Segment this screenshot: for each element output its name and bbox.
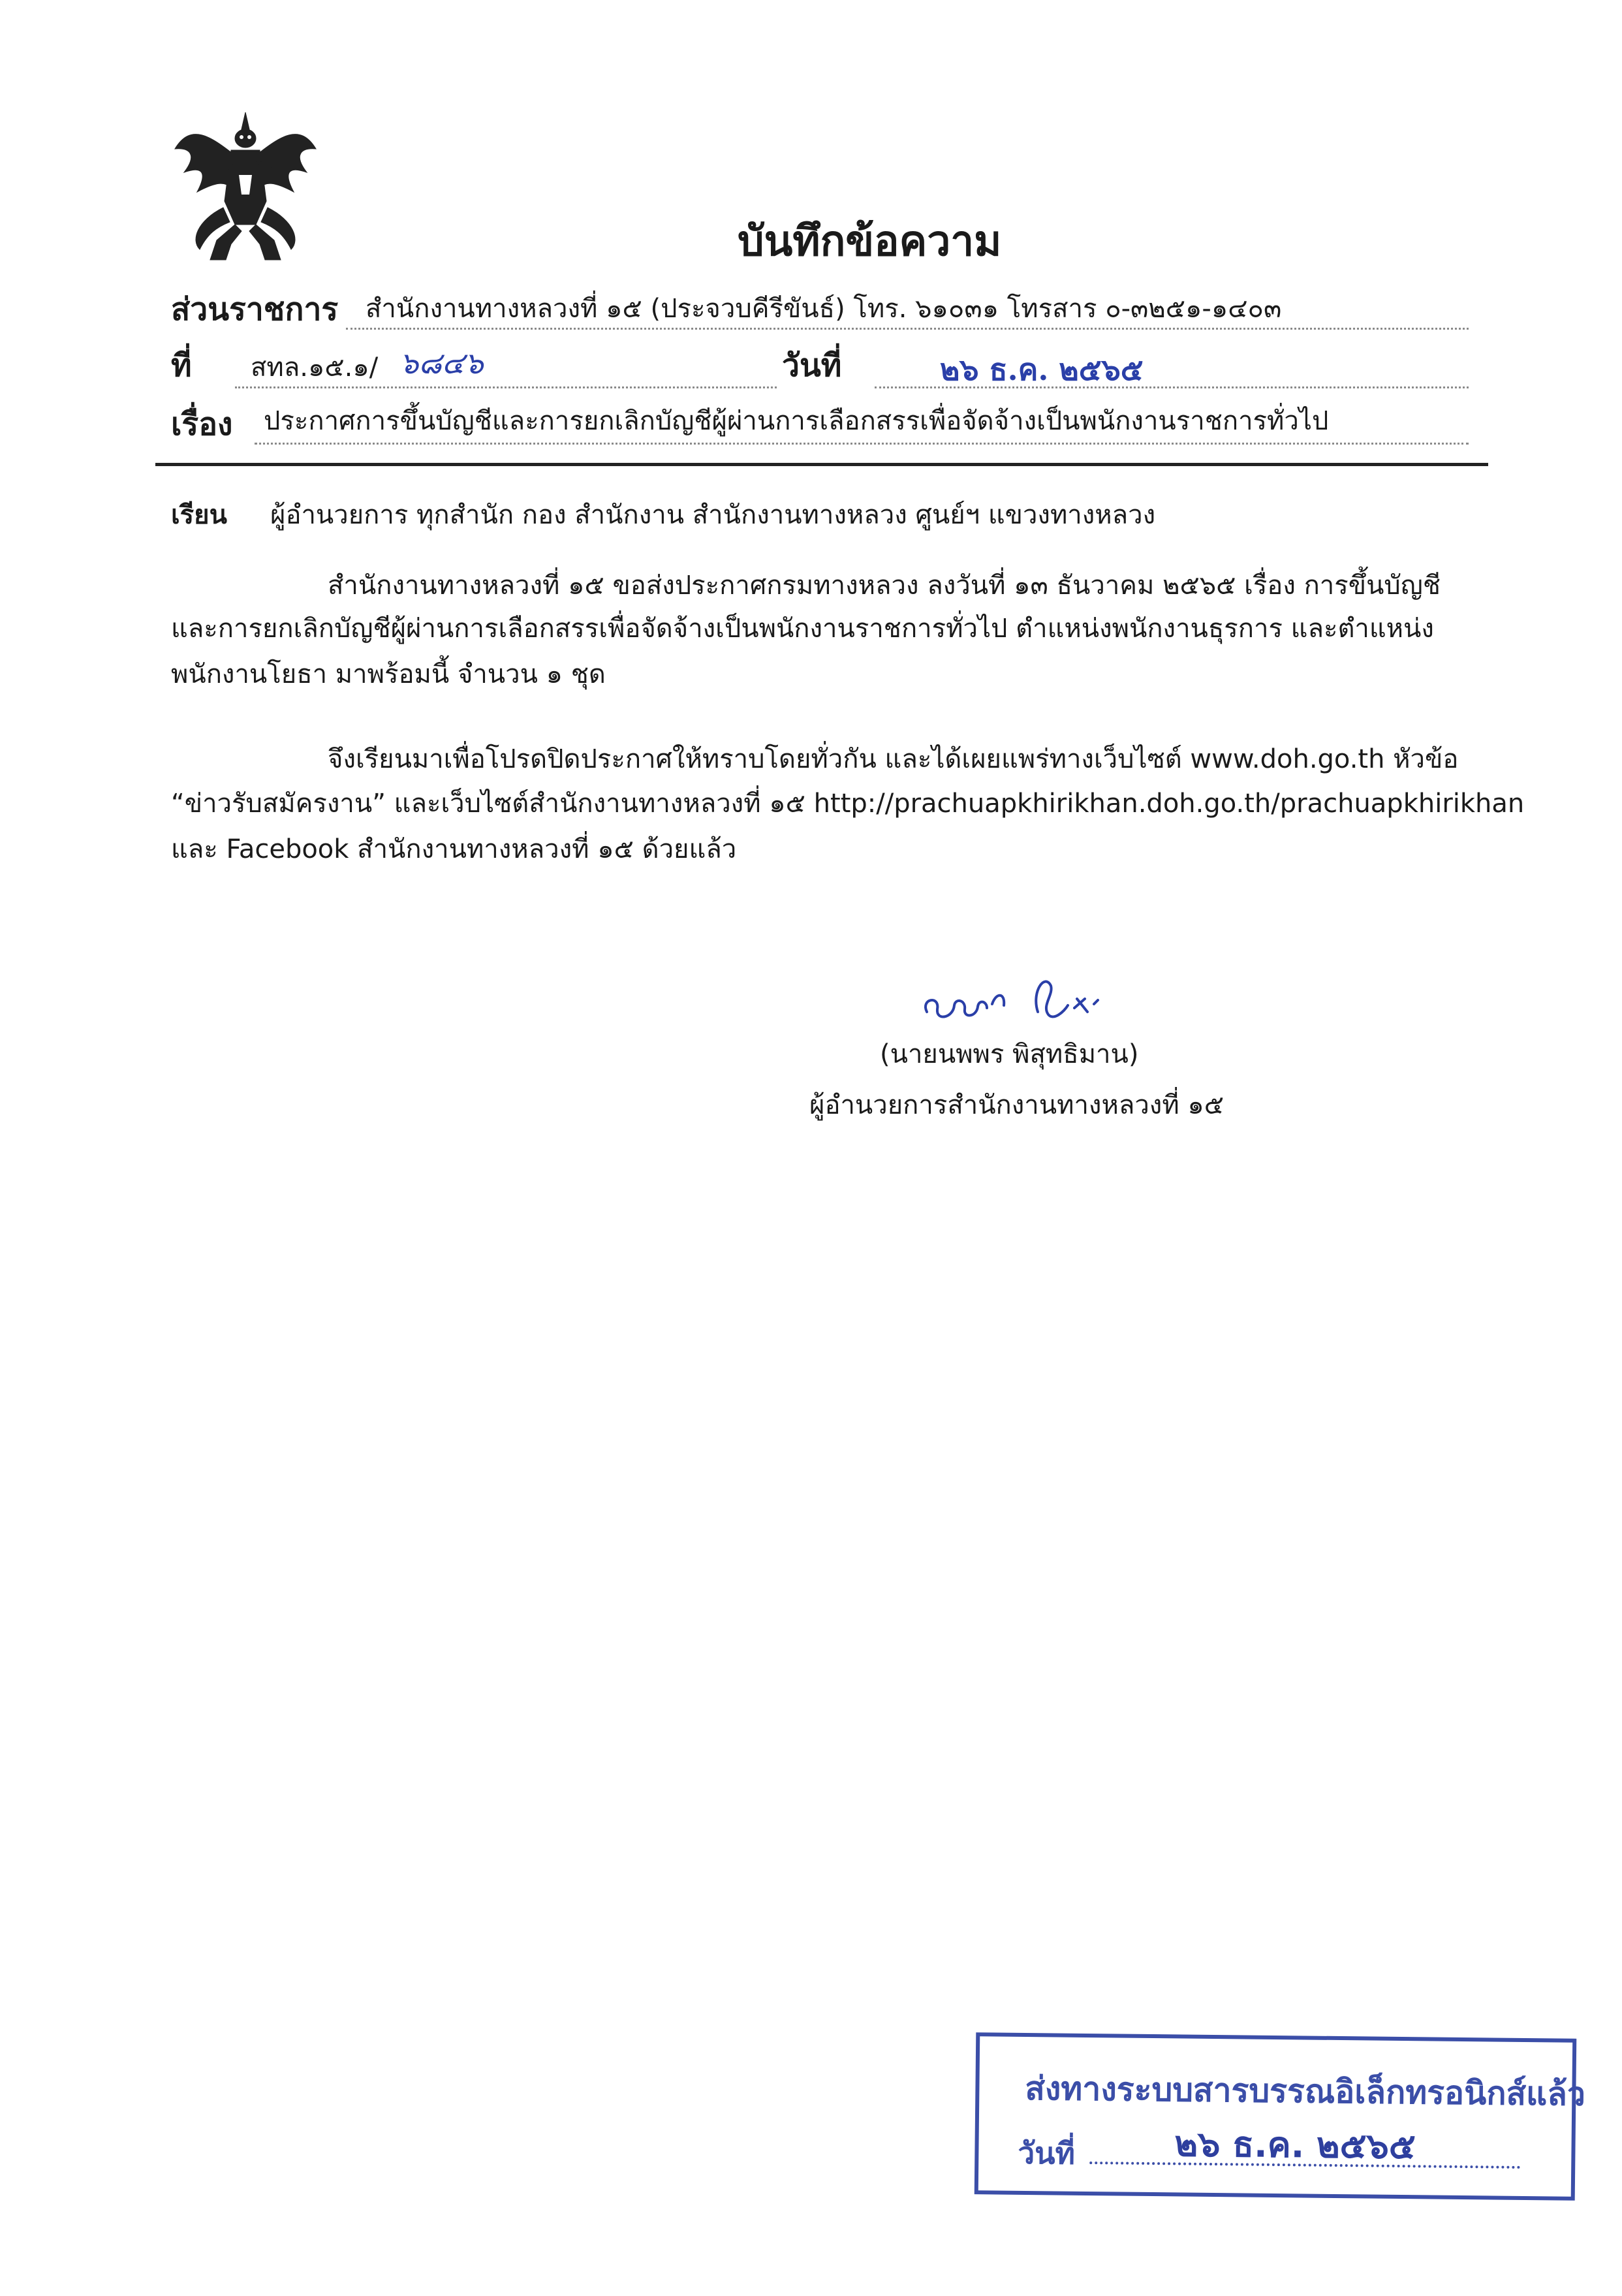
ref-prefix: สทล.๑๕.๑/ [251, 353, 379, 383]
to-label: เรียน [171, 500, 227, 530]
garuda-emblem-icon [171, 110, 320, 264]
paragraph-2-line-3: และ Facebook สำนักงานทางหลวงที่ ๑๕ ด้วยแล้ว [171, 834, 737, 864]
paragraph-2-line-2: “ข่าวรับสมัครงาน” และเว็บไซต์สำนักงานทางหลวงที่ ๑๕ http://prachuapkhirikhan.doh.go.th/prachuapkhirikhan [171, 789, 1525, 819]
date-dotted-line [875, 386, 1469, 388]
paragraph-1-line-2: และการยกเลิกบัญชีผู้ผ่านการเลือกสรรเพื่อจัดจ้างเป็นพนักงานราชการทั่วไป ตำแหน่งพนักงานธุรการ และตำแหน่ง [171, 614, 1434, 644]
agency-value: สำนักงานทางหลวงที่ ๑๕ (ประจวบคีรีขันธ์) โทร. ๖๑๐๓๑ โทรสาร ๐-๓๒๕๑-๑๔๐๓ [366, 294, 1282, 324]
date-value-stamp: ๒๖ ธ.ค. ๒๕๖๕ [940, 352, 1144, 387]
agency-dotted-line [346, 328, 1469, 330]
stamp-date-label: วันที่ [1018, 2135, 1076, 2171]
date-label: วันที่ [782, 347, 842, 384]
to-value: ผู้อำนวยการ ทุกสำนัก กอง สำนักงาน สำนักงานทางหลวง ศูนย์ฯ แขวงทางหลวง [270, 500, 1156, 530]
paragraph-1-line-3: พนักงานโยธา มาพร้อมนี้ จำนวน ๑ ชุด [171, 659, 606, 689]
handwritten-signature-icon [914, 966, 1129, 1038]
signer-position: ผู้อำนวยการสำนักงานทางหลวงที่ ๑๕ [809, 1090, 1224, 1120]
dispatch-stamp [975, 2032, 1586, 2201]
ref-label: ที่ [171, 347, 192, 384]
stamp-line-1: ส่งทางระบบสารบรรณอิเล็กทรอนิกส์แล้ว [1025, 2069, 1586, 2113]
subject-label: เรื่อง [171, 406, 233, 443]
memo-title: บันทึกข้อความ [738, 217, 1002, 266]
subject-value: ประกาศการขึ้นบัญชีและการยกเลิกบัญชีผู้ผ่านการเลือกสรรเพื่อจัดจ้างเป็นพนักงานราชการทั่วไป [264, 406, 1329, 436]
header-divider [155, 463, 1488, 466]
ref-dotted-line [235, 386, 777, 388]
stamp-date-value: ๒๖ ธ.ค. ๒๕๖๕ [1174, 2123, 1416, 2167]
ref-number-handwritten: ๖๘๔๖ [399, 345, 484, 381]
signer-name: (นายนพพร พิสุทธิมาน) [880, 1039, 1139, 1069]
paragraph-2-line-1: จึงเรียนมาเพื่อโปรดปิดประกาศให้ทราบโดยทั่วกัน และได้เผยแพร่ทางเว็บไซต์ www.doh.go.th หัวข้อ [328, 744, 1459, 774]
agency-label: ส่วนราชการ [171, 291, 339, 328]
paragraph-1-line-1: สำนักงานทางหลวงที่ ๑๕ ขอส่งประกาศกรมทางหลวง ลงวันที่ ๑๓ ธันวาคม ๒๕๖๕ เรื่อง การขึ้นบัญชี [328, 571, 1441, 601]
subject-dotted-line [255, 443, 1469, 445]
